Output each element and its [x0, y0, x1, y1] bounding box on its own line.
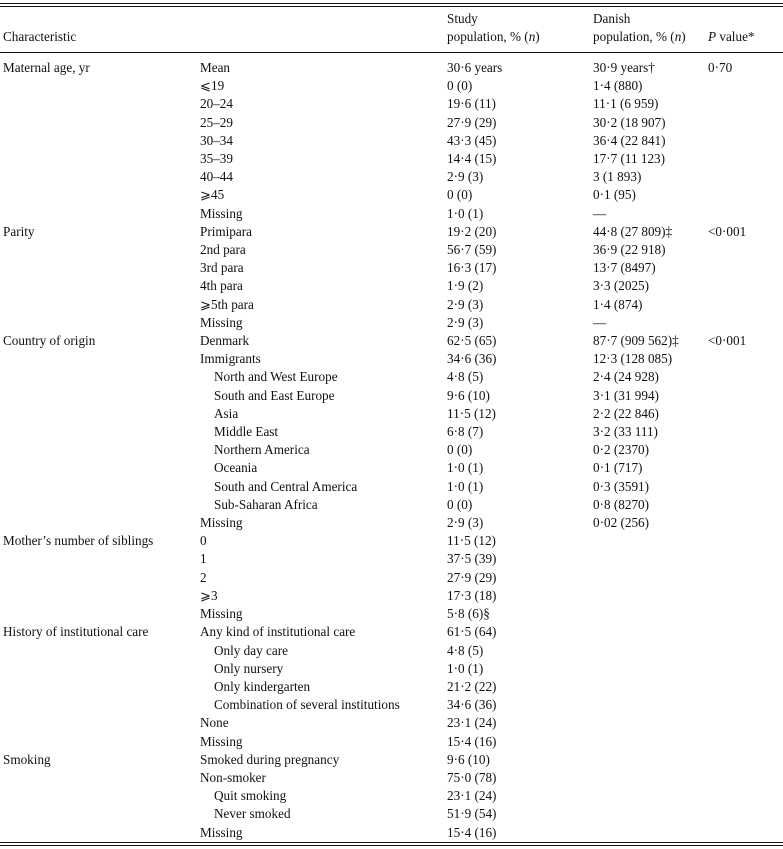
- cell-p-value: [705, 824, 783, 844]
- cell-study-population: 1·0 (1): [447, 205, 484, 221]
- header-danish-line1: Danish: [593, 11, 631, 26]
- cell-p-value: [705, 805, 783, 823]
- table-row: [0, 205, 783, 223]
- cell-characteristic: [0, 441, 197, 459]
- cell-study-population: 4·8 (5): [447, 642, 484, 658]
- cell-danish-population: [590, 532, 705, 550]
- cell-p-value: [705, 405, 783, 423]
- cell-subcategory: Missing: [200, 606, 243, 622]
- cell-characteristic: [0, 114, 197, 132]
- cell-characteristic: [0, 550, 197, 568]
- cell-study-population: 27·9 (29): [447, 114, 497, 130]
- cell-p-value: [705, 259, 783, 277]
- cell-subcategory: Missing: [200, 824, 243, 840]
- table-row: [0, 696, 783, 714]
- cell-characteristic: [0, 824, 197, 844]
- cell-danish-population: [590, 714, 705, 732]
- header-p-value: [705, 6, 783, 52]
- cell-subcategory: Primipara: [200, 223, 253, 239]
- cell-characteristic: [0, 150, 197, 168]
- cell-study-population: 1·0 (1): [447, 460, 484, 476]
- cell-subcategory: Asia: [214, 405, 239, 421]
- table-row: [0, 296, 783, 314]
- cell-p-value: [705, 205, 783, 223]
- table-row: [0, 277, 783, 295]
- cell-characteristic: [0, 205, 197, 223]
- cell-danish-population: 30·9 years†: [593, 60, 655, 75]
- cell-characteristic: [0, 605, 197, 623]
- cell-danish-population: 0·1 (95): [593, 187, 636, 203]
- table-row: [0, 496, 783, 514]
- cell-study-population: 0 (0): [447, 442, 473, 458]
- cell-p-value: [705, 514, 783, 532]
- header-p-rest: value*: [716, 29, 755, 44]
- cell-p-value: [705, 441, 783, 459]
- cell-study-population: 37·5 (39): [447, 551, 497, 567]
- table-row: [0, 569, 783, 587]
- cell-subcategory: ⩾5th para: [200, 296, 254, 312]
- bottom-double-rule-1: [0, 842, 783, 843]
- cell-danish-population: 0·2 (2370): [593, 442, 650, 458]
- header-study-line2-pre: population, % (: [447, 29, 529, 44]
- cell-p-value: [705, 569, 783, 587]
- cell-p-value: [705, 550, 783, 568]
- cell-subcategory: Missing: [200, 205, 243, 221]
- header-characteristic: Characteristic: [3, 29, 77, 44]
- cell-characteristic: Parity: [3, 223, 35, 239]
- cell-study-population: 9·6 (10): [447, 387, 490, 403]
- cell-danish-population: 36·9 (22 918): [593, 242, 666, 258]
- cell-characteristic: [0, 387, 197, 405]
- header-danish-line2-pre: population, % (: [593, 29, 675, 44]
- cell-study-population: 15·4 (16): [447, 824, 497, 840]
- table-row: [0, 514, 783, 532]
- cell-subcategory: None: [200, 715, 229, 731]
- cell-p-value: [705, 660, 783, 678]
- cell-study-population: 2·9 (3): [447, 296, 484, 312]
- cell-subcategory: Denmark: [200, 333, 250, 349]
- cell-characteristic: [0, 805, 197, 823]
- cell-study-population: 1·0 (1): [447, 660, 484, 676]
- cell-characteristic: [0, 95, 197, 113]
- header-danish-n: n: [674, 29, 682, 44]
- header-subcategory: [197, 6, 444, 52]
- table-row: [0, 423, 783, 441]
- cell-p-value: [705, 241, 783, 259]
- cell-p-value: [705, 387, 783, 405]
- cell-danish-population: —: [593, 205, 607, 221]
- cell-p-value: [705, 678, 783, 696]
- cell-danish-population: 13·7 (8497): [593, 260, 656, 276]
- header-study-line2-post: ): [535, 29, 540, 44]
- table-row: [0, 52, 783, 77]
- cell-characteristic: [0, 769, 197, 787]
- cell-subcategory: Smoked during pregnancy: [200, 751, 340, 767]
- cell-p-value: [705, 696, 783, 714]
- cell-characteristic: [0, 733, 197, 751]
- cell-p-value: [705, 114, 783, 132]
- cell-danish-population: 2·4 (24 928): [593, 369, 659, 385]
- cell-subcategory: Quit smoking: [214, 788, 287, 804]
- cell-p-value: [705, 296, 783, 314]
- cell-subcategory: 25–29: [200, 114, 233, 130]
- cell-subcategory: South and East Europe: [214, 387, 335, 403]
- cell-subcategory: Combination of several institutions: [214, 697, 400, 713]
- header-study-line1: Study: [447, 11, 478, 26]
- cell-subcategory: ⩾45: [200, 187, 225, 203]
- cell-subcategory: Northern America: [214, 442, 310, 458]
- characteristics-table: [0, 6, 783, 844]
- cell-study-population: 14·4 (15): [447, 151, 497, 167]
- cell-danish-population: —: [593, 314, 607, 330]
- cell-danish-population: 2·2 (22 846): [593, 405, 659, 421]
- cell-characteristic: [0, 459, 197, 477]
- cell-danish-population: [590, 696, 705, 714]
- cell-study-population: 75·0 (78): [447, 769, 497, 785]
- cell-characteristic: [0, 259, 197, 277]
- table-row: [0, 660, 783, 678]
- cell-subcategory: Missing: [200, 515, 243, 531]
- table-row: [0, 532, 783, 550]
- table-row: [0, 350, 783, 368]
- cell-danish-population: 3 (1 893): [593, 169, 642, 185]
- cell-danish-population: [590, 587, 705, 605]
- cell-p-value: [705, 787, 783, 805]
- cell-characteristic: [0, 77, 197, 95]
- cell-characteristic: [0, 496, 197, 514]
- cell-characteristic: [0, 168, 197, 186]
- cell-p-value: [705, 478, 783, 496]
- cell-p-value: [705, 532, 783, 550]
- cell-danish-population: 0·02 (256): [593, 515, 650, 531]
- cell-study-population: 23·1 (24): [447, 715, 497, 731]
- table-row: [0, 587, 783, 605]
- table-row: [0, 441, 783, 459]
- cell-characteristic: [0, 696, 197, 714]
- cell-subcategory: Sub-Saharan Africa: [214, 496, 318, 512]
- cell-study-population: 61·5 (64): [447, 624, 497, 640]
- header-study-n: n: [528, 29, 536, 44]
- cell-p-value: <0·001: [708, 333, 747, 349]
- cell-subcategory: 2: [200, 569, 207, 585]
- cell-study-population: 0 (0): [447, 78, 473, 94]
- cell-study-population: 34·6 (36): [447, 351, 497, 367]
- cell-subcategory: 30–34: [200, 132, 233, 148]
- cell-study-population: 56·7 (59): [447, 242, 497, 258]
- cell-study-population: 19·6 (11): [447, 96, 496, 112]
- cell-danish-population: [590, 805, 705, 823]
- table-row: [0, 368, 783, 386]
- cell-p-value: [705, 77, 783, 95]
- table-row: [0, 387, 783, 405]
- table-row: [0, 314, 783, 332]
- cell-characteristic: Smoking: [3, 751, 51, 767]
- cell-study-population: 34·6 (36): [447, 697, 497, 713]
- table-row: [0, 114, 783, 132]
- cell-danish-population: 1·4 (880): [593, 78, 643, 94]
- cell-danish-population: [590, 569, 705, 587]
- cell-characteristic: [0, 587, 197, 605]
- cell-characteristic: [0, 642, 197, 660]
- table-row: [0, 459, 783, 477]
- table-row: [0, 150, 783, 168]
- table-row: [0, 733, 783, 751]
- cell-characteristic: [0, 350, 197, 368]
- table-row: [0, 623, 783, 641]
- cell-characteristic: Country of origin: [3, 333, 96, 349]
- cell-study-population: 19·2 (20): [447, 223, 497, 239]
- cell-study-population: 51·9 (54): [447, 806, 497, 822]
- table-row: [0, 550, 783, 568]
- cell-characteristic: [0, 678, 197, 696]
- cell-danish-population: 0·3 (3591): [593, 478, 650, 494]
- cell-subcategory: ⩽19: [200, 78, 225, 94]
- cell-characteristic: Maternal age, yr: [3, 60, 90, 75]
- table-row: [0, 95, 783, 113]
- header-study-population: [444, 6, 590, 52]
- cell-study-population: 1·9 (2): [447, 278, 484, 294]
- cell-subcategory: Only day care: [214, 642, 288, 658]
- cell-p-value: [705, 751, 783, 769]
- cell-p-value: [705, 714, 783, 732]
- cell-study-population: 16·3 (17): [447, 260, 497, 276]
- cell-characteristic: [0, 660, 197, 678]
- cell-danish-population: [590, 642, 705, 660]
- header-danish-line2-post: ): [681, 29, 686, 44]
- cell-danish-population: [590, 550, 705, 568]
- cell-subcategory: North and West Europe: [214, 369, 338, 385]
- cell-characteristic: [0, 478, 197, 496]
- cell-study-population: 43·3 (45): [447, 132, 497, 148]
- cell-subcategory: Immigrants: [200, 351, 261, 367]
- cell-study-population: 0 (0): [447, 187, 473, 203]
- table-header: [0, 6, 783, 52]
- cell-characteristic: [0, 241, 197, 259]
- cell-subcategory: Only nursery: [214, 660, 284, 676]
- cell-p-value: [705, 186, 783, 204]
- cell-p-value: [705, 350, 783, 368]
- cell-danish-population: 44·8 (27 809)‡: [593, 223, 673, 239]
- cell-danish-population: 11·1 (6 959): [593, 96, 659, 112]
- table-row: [0, 642, 783, 660]
- cell-subcategory: Any kind of institutional care: [200, 624, 356, 640]
- cell-subcategory: 40–44: [200, 169, 233, 185]
- cell-subcategory: Missing: [200, 733, 243, 749]
- cell-p-value: [705, 423, 783, 441]
- cell-subcategory: 0: [200, 533, 207, 549]
- table-row: [0, 168, 783, 186]
- cell-study-population: 11·5 (12): [447, 533, 496, 549]
- cell-characteristic: [0, 277, 197, 295]
- cell-p-value: [705, 132, 783, 150]
- table-row: [0, 769, 783, 787]
- cell-p-value: [705, 168, 783, 186]
- cell-danish-population: 0·1 (717): [593, 460, 643, 476]
- cell-p-value: 0·70: [708, 60, 733, 75]
- header-p-italic: P: [708, 29, 717, 44]
- cell-study-population: 17·3 (18): [447, 587, 497, 603]
- table-row: [0, 259, 783, 277]
- table-row: [0, 186, 783, 204]
- cell-danish-population: [590, 751, 705, 769]
- table-row: [0, 824, 783, 844]
- cell-danish-population: 1·4 (874): [593, 296, 643, 312]
- cell-study-population: 23·1 (24): [447, 788, 497, 804]
- cell-characteristic: [0, 423, 197, 441]
- cell-study-population: 30·6 years: [447, 60, 503, 75]
- cell-characteristic: Mother’s number of siblings: [3, 533, 154, 549]
- cell-danish-population: [590, 824, 705, 844]
- cell-p-value: <0·001: [708, 223, 747, 239]
- bottom-double-rule-2: [0, 845, 783, 846]
- cell-study-population: 9·6 (10): [447, 751, 490, 767]
- table-row: [0, 223, 783, 241]
- cell-study-population: 5·8 (6)§: [447, 606, 490, 622]
- cell-subcategory: Non-smoker: [200, 769, 266, 785]
- cell-p-value: [705, 733, 783, 751]
- cell-danish-population: [590, 605, 705, 623]
- cell-study-population: 2·9 (3): [447, 169, 484, 185]
- table-row: [0, 405, 783, 423]
- cell-subcategory: ⩾3: [200, 587, 218, 603]
- cell-subcategory: 3rd para: [200, 260, 244, 276]
- table-row: [0, 678, 783, 696]
- cell-danish-population: 30·2 (18 907): [593, 114, 666, 130]
- cell-characteristic: [0, 787, 197, 805]
- cell-characteristic: [0, 714, 197, 732]
- cell-study-population: 2·9 (3): [447, 515, 484, 531]
- cell-p-value: [705, 642, 783, 660]
- cell-subcategory: 1: [200, 551, 207, 567]
- cell-p-value: [705, 314, 783, 332]
- cell-subcategory: Middle East: [214, 424, 279, 440]
- cell-p-value: [705, 769, 783, 787]
- header-rule: [0, 52, 783, 53]
- table-row: [0, 605, 783, 623]
- cell-characteristic: [0, 314, 197, 332]
- cell-subcategory: Mean: [200, 60, 231, 75]
- cell-characteristic: [0, 186, 197, 204]
- cell-subcategory: 35–39: [200, 151, 233, 167]
- top-double-rule-1: [0, 3, 783, 4]
- table-row: [0, 751, 783, 769]
- cell-characteristic: History of institutional care: [3, 624, 149, 640]
- cell-characteristic: [0, 514, 197, 532]
- cell-danish-population: [590, 769, 705, 787]
- cell-study-population: 0 (0): [447, 496, 473, 512]
- table-row: [0, 714, 783, 732]
- cell-subcategory: South and Central America: [214, 478, 358, 494]
- cell-danish-population: [590, 678, 705, 696]
- cell-study-population: 1·0 (1): [447, 478, 484, 494]
- table-row: [0, 478, 783, 496]
- table-row: [0, 77, 783, 95]
- cell-subcategory: Missing: [200, 314, 243, 330]
- cell-study-population: 15·4 (16): [447, 733, 497, 749]
- cell-characteristic: [0, 132, 197, 150]
- cell-p-value: [705, 150, 783, 168]
- table-row: [0, 332, 783, 350]
- cell-study-population: 4·8 (5): [447, 369, 484, 385]
- cell-study-population: 21·2 (22): [447, 678, 497, 694]
- cell-danish-population: 3·3 (2025): [593, 278, 650, 294]
- cell-subcategory: Oceania: [214, 460, 258, 476]
- cell-p-value: [705, 95, 783, 113]
- cell-danish-population: [590, 733, 705, 751]
- cell-study-population: 62·5 (65): [447, 333, 497, 349]
- cell-study-population: 11·5 (12): [447, 405, 496, 421]
- table-body: [0, 52, 783, 844]
- cell-danish-population: 12·3 (128 085): [593, 351, 673, 367]
- cell-p-value: [705, 277, 783, 295]
- cell-danish-population: [590, 660, 705, 678]
- cell-danish-population: 3·2 (33 111): [593, 424, 658, 440]
- cell-p-value: [705, 459, 783, 477]
- cell-study-population: 27·9 (29): [447, 569, 497, 585]
- cell-subcategory: 20–24: [200, 96, 233, 112]
- table-row: [0, 241, 783, 259]
- cell-danish-population: 36·4 (22 841): [593, 132, 666, 148]
- cell-subcategory: Only kindergarten: [214, 678, 311, 694]
- header-danish-population: [590, 6, 705, 52]
- cell-danish-population: [590, 623, 705, 641]
- table-row: [0, 132, 783, 150]
- cell-subcategory: Never smoked: [214, 806, 291, 822]
- cell-characteristic: [0, 296, 197, 314]
- cell-p-value: [705, 605, 783, 623]
- cell-p-value: [705, 623, 783, 641]
- cell-subcategory: 2nd para: [200, 242, 246, 258]
- cell-p-value: [705, 587, 783, 605]
- cell-danish-population: 0·8 (8270): [593, 496, 650, 512]
- cell-danish-population: 87·7 (909 562)‡: [593, 333, 679, 349]
- cell-characteristic: [0, 569, 197, 587]
- table-row: [0, 805, 783, 823]
- cell-p-value: [705, 368, 783, 386]
- table-row: [0, 787, 783, 805]
- cell-danish-population: 3·1 (31 994): [593, 387, 659, 403]
- cell-danish-population: [590, 787, 705, 805]
- cell-study-population: 6·8 (7): [447, 424, 484, 440]
- cell-characteristic: [0, 405, 197, 423]
- cell-study-population: 2·9 (3): [447, 314, 484, 330]
- cell-p-value: [705, 496, 783, 514]
- cell-danish-population: 17·7 (11 123): [593, 151, 666, 167]
- cell-subcategory: 4th para: [200, 278, 243, 294]
- cell-characteristic: [0, 368, 197, 386]
